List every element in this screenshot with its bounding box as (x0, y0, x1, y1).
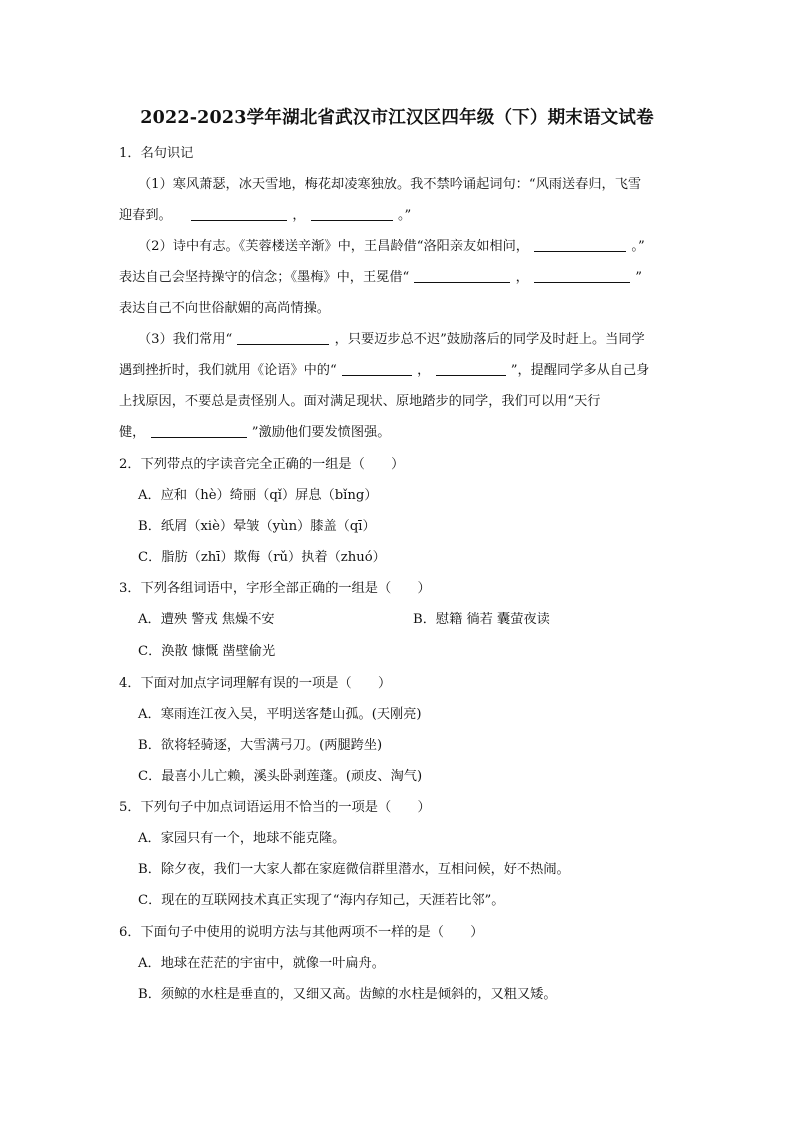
q1-p2-text-e: ” (635, 270, 643, 285)
q1-p1-line2 (119, 207, 411, 225)
answer-blank[interactable] (342, 362, 412, 376)
q1-p3-text-f: 健， (119, 425, 146, 440)
answer-blank[interactable] (151, 424, 247, 438)
q5-option-a[interactable]: A．家园只有一个，地球不能克隆。 (138, 831, 346, 846)
q4-option-b[interactable]: B．欲将轻骑逐，大雪满弓刀。(两腿跨坐) (138, 738, 383, 753)
q1-p3-line3: 上找原因，不要总是责怪别人。面对满足现状、原地踏步的同学，我们可以用“天行 (119, 394, 601, 409)
q1-p2-text-d: ， (515, 270, 529, 285)
answer-blank[interactable] (237, 331, 329, 345)
q6-option-a[interactable]: A．地球在茫茫的宇宙中，就像一叶扁舟。 (138, 956, 385, 971)
q1-p3-text-b: ，只要迈步总不迟”鼓励落后的同学及时赶上。当同学 (334, 332, 645, 347)
q1-p3-text-a: （3）我们常用“ (138, 332, 233, 347)
q1-p3-line4 (119, 424, 390, 442)
q3-option-c[interactable]: C．涣散 慷慨 凿壁偷光 (138, 644, 276, 659)
answer-blank[interactable] (414, 269, 510, 283)
q1-p3-text-e: ”，提醒同学多从自己身 (510, 363, 650, 378)
answer-blank[interactable] (534, 269, 630, 283)
q1-p3-text-g: ”激励他们要发愤图强。 (251, 425, 391, 440)
q6-option-b[interactable]: B．须鲸的水柱是垂直的，又细又高。齿鲸的水柱是倾斜的，又粗又矮。 (138, 987, 557, 1002)
q3-option-b[interactable]: B．慰籍 徜若 囊萤夜读 (413, 612, 550, 627)
answer-blank[interactable] (436, 362, 506, 376)
answer-blank[interactable] (534, 238, 626, 252)
q2-option-c[interactable]: C．脂肪（zhī）欺侮（rǔ）执着（zhuó） (138, 550, 386, 565)
q3-option-a[interactable]: A．遭殃 警戎 焦燥不安 (138, 612, 275, 627)
q1-p3-text-d: ， (417, 363, 431, 378)
q1-p1-text-b: ， (292, 208, 306, 223)
q3-header: 3．下列各组词语中，字形全部正确的一组是（ ） (119, 581, 431, 596)
q4-option-a[interactable]: A．寒雨连江夜入吴，平明送客楚山孤。(天刚亮) (138, 707, 422, 722)
q1-p3-line1 (138, 331, 645, 349)
q5-option-b[interactable]: B．除夕夜，我们一大家人都在家庭微信群里潜水，互相问候，好不热闹。 (138, 862, 570, 877)
q6-header: 6．下面句子中使用的说明方法与其他两项不一样的是（ ） (119, 925, 484, 940)
q5-header: 5．下列句子中加点词语运用不恰当的一项是（ ） (119, 800, 431, 815)
exam-title: 2022-2023学年湖北省武汉市江汉区四年级（下）期末语文试卷 (140, 108, 654, 128)
q1-p1-line1: （1）寒风萧瑟，冰天雪地，梅花却凌寒独放。我不禁吟诵起词句：“风雨送春归，飞雪 (138, 177, 642, 192)
q1-header: 1．名句识记 (119, 146, 194, 161)
q5-option-c[interactable]: C．现在的互联网技术真正实现了“海内存知己，天涯若比邻”。 (138, 893, 505, 908)
q2-option-a[interactable]: A．应和（hè）绮丽（qǐ）屏息（bǐng） (138, 488, 378, 503)
q1-p2-text-a: （2）诗中有志。《芙蓉楼送辛渐》中，王昌龄借“洛阳亲友如相问， (138, 239, 529, 254)
q1-p3-line2 (119, 362, 649, 380)
answer-blank[interactable] (191, 207, 287, 221)
q1-p2-line2 (119, 269, 642, 287)
q1-p2-text-c: 表达自己会坚持操守的信念；《墨梅》中，王冕借“ (119, 270, 410, 285)
q4-header: 4．下面对加点字词理解有误的一项是（ ） (119, 676, 392, 691)
q4-option-c[interactable]: C．最喜小儿亡赖，溪头卧剥莲蓬。(顽皮、淘气) (138, 769, 423, 784)
q1-p2-line1 (138, 238, 645, 256)
q1-p1-text-a: 迎春到。 (119, 208, 172, 223)
q1-p2-line3: 表达自己不向世俗献媚的高尚情操。 (119, 301, 330, 316)
q2-header: 2．下列带点的字读音完全正确的一组是（ ） (119, 457, 405, 472)
q1-p3-text-c: 遇到挫折时，我们就用《论语》中的“ (119, 363, 337, 378)
answer-blank[interactable] (311, 207, 393, 221)
q2-option-b[interactable]: B．纸屑（xiè）晕皱（yùn）膝盖（qī） (138, 519, 376, 534)
q1-p2-text-b: 。” (631, 239, 645, 254)
q1-p1-text-c: 。” (397, 208, 412, 223)
